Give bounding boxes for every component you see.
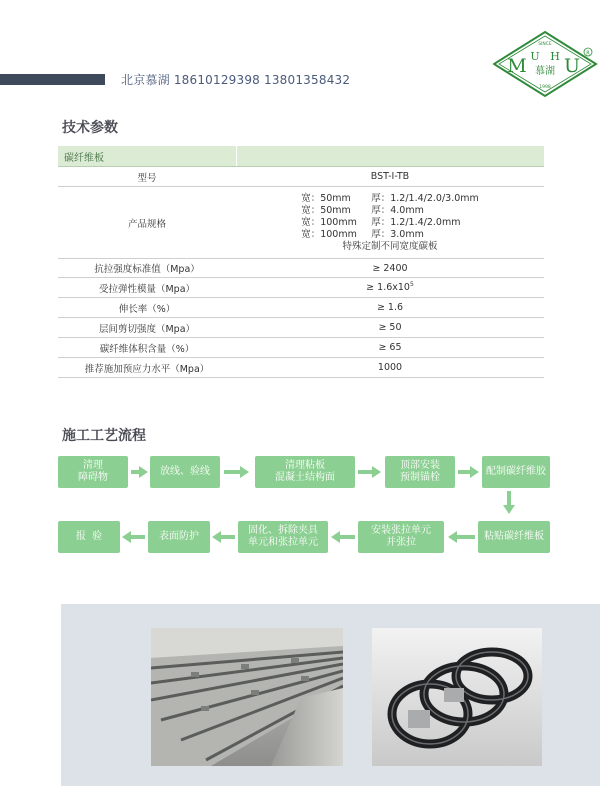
row-value-spec — [236, 187, 544, 259]
row-label: 层间剪切强度（Mpa） — [58, 318, 236, 338]
row-value — [236, 278, 544, 298]
table-row — [58, 259, 544, 278]
spec-note: 特殊定制不同宽度碳板 — [342, 241, 438, 252]
table-row — [58, 298, 544, 318]
spec-table-header: 碳纤维板 — [58, 146, 236, 167]
row-label: 碳纤维体积含量（%） — [58, 338, 236, 358]
spec-thickness: 厚：3.0mm — [371, 229, 424, 240]
modulus-exponent: 5 — [409, 281, 414, 289]
logo-letter-m: M — [507, 55, 527, 77]
table-row — [58, 167, 544, 187]
row-value: ≥ 50 — [236, 318, 544, 338]
flow-arrow-left-icon — [448, 531, 457, 543]
spec-table-header-blank — [236, 146, 544, 167]
flow-step-prepare-adhesive: 配制碳纤维胶 — [482, 456, 550, 488]
row-label: 受拉弹性模量（Mpa） — [58, 278, 236, 298]
table-row — [58, 338, 544, 358]
header-accent-bar — [0, 74, 105, 85]
spec-table — [58, 146, 544, 378]
flow-arrow-right-icon — [139, 466, 148, 478]
spec-table-header-row — [58, 146, 544, 167]
logo-registered-mark: R — [586, 50, 590, 57]
flow-arrow-stem — [131, 470, 139, 474]
spec-width: 宽：50mm — [301, 193, 351, 204]
row-value: ≥ 1.6 — [236, 298, 544, 318]
spec-thickness: 厚：4.0mm — [371, 205, 424, 216]
logo-cn: 慕湖 — [535, 66, 555, 77]
flow-step-clear-obstacles: 清理 障碍物 — [58, 456, 128, 488]
flow-step-bond-plate: 粘贴碳纤维板 — [478, 521, 550, 553]
flow-arrow-left-icon — [122, 531, 131, 543]
logo-year: 1998 — [539, 85, 551, 90]
section-title-process-flow: 施工工艺流程 — [62, 428, 146, 444]
flow-arrow-down-icon — [503, 505, 515, 514]
flow-arrow-stem — [221, 535, 235, 539]
row-value: ≥ 65 — [236, 338, 544, 358]
flow-arrow-stem — [340, 535, 355, 539]
table-row-spec — [58, 187, 544, 259]
photo-carbon-plate-rolls — [372, 628, 542, 766]
row-label: 推荐施加预应力水平（Mpa） — [58, 358, 236, 378]
contact-info: 北京慕湖 18610129398 13801358432 — [121, 73, 351, 87]
spec-thickness: 厚：1.2/1.4/2.0/3.0mm — [371, 193, 479, 204]
flow-arrow-left-icon — [212, 531, 221, 543]
photo-ceiling-reinforcement — [151, 628, 343, 766]
logo-letter-u2: U — [563, 55, 581, 77]
logo-letter-h: H — [550, 50, 560, 63]
flow-arrow-stem — [458, 470, 470, 474]
section-title-tech-params: 技术参数 — [62, 120, 118, 136]
row-value: ≥ 2400 — [236, 259, 544, 278]
logo-letter-u1: U — [530, 50, 540, 63]
table-row — [58, 278, 544, 298]
modulus-base: ≥ 1.6x10 — [366, 282, 410, 294]
flow-step-curing-removal: 固化、拆除夹具 单元和张拉单元 — [238, 521, 328, 553]
flow-arrow-stem — [224, 470, 240, 474]
muhu-logo — [493, 30, 598, 98]
row-label: 型号 — [58, 167, 236, 187]
logo-since: SINCE — [538, 42, 552, 47]
flow-arrow-right-icon — [470, 466, 479, 478]
flow-arrow-left-icon — [331, 531, 340, 543]
spec-width: 宽：100mm — [301, 229, 357, 240]
table-row — [58, 358, 544, 378]
flow-arrow-stem — [358, 470, 372, 474]
flow-step-install-anchor: 顶部安装 预制锚栓 — [385, 456, 455, 488]
row-value: BST-I-TB — [236, 167, 544, 187]
spec-thickness: 厚：1.2/1.4/2.0mm — [371, 217, 461, 228]
row-label: 产品规格 — [58, 187, 236, 259]
flow-step-surface-protection: 表面防护 — [148, 521, 210, 553]
row-value: 1000 — [236, 358, 544, 378]
flow-arrow-right-icon — [240, 466, 249, 478]
flow-arrow-right-icon — [372, 466, 381, 478]
flow-arrow-stem — [131, 535, 145, 539]
flow-step-layout-line: 放线、验线 — [150, 456, 220, 488]
table-row — [58, 318, 544, 338]
row-label: 抗拉强度标准值（Mpa） — [58, 259, 236, 278]
row-label: 伸长率（%） — [58, 298, 236, 318]
flow-step-tensioning: 安装张拉单元 并张拉 — [358, 521, 444, 553]
spec-width: 宽：50mm — [301, 205, 351, 216]
spec-width: 宽：100mm — [301, 217, 357, 228]
flow-arrow-stem — [457, 535, 475, 539]
flow-step-inspection: 报 验 — [58, 521, 120, 553]
flow-step-clean-surface: 清理粘板 混凝土结构面 — [255, 456, 355, 488]
flow-arrow-stem — [507, 491, 511, 505]
